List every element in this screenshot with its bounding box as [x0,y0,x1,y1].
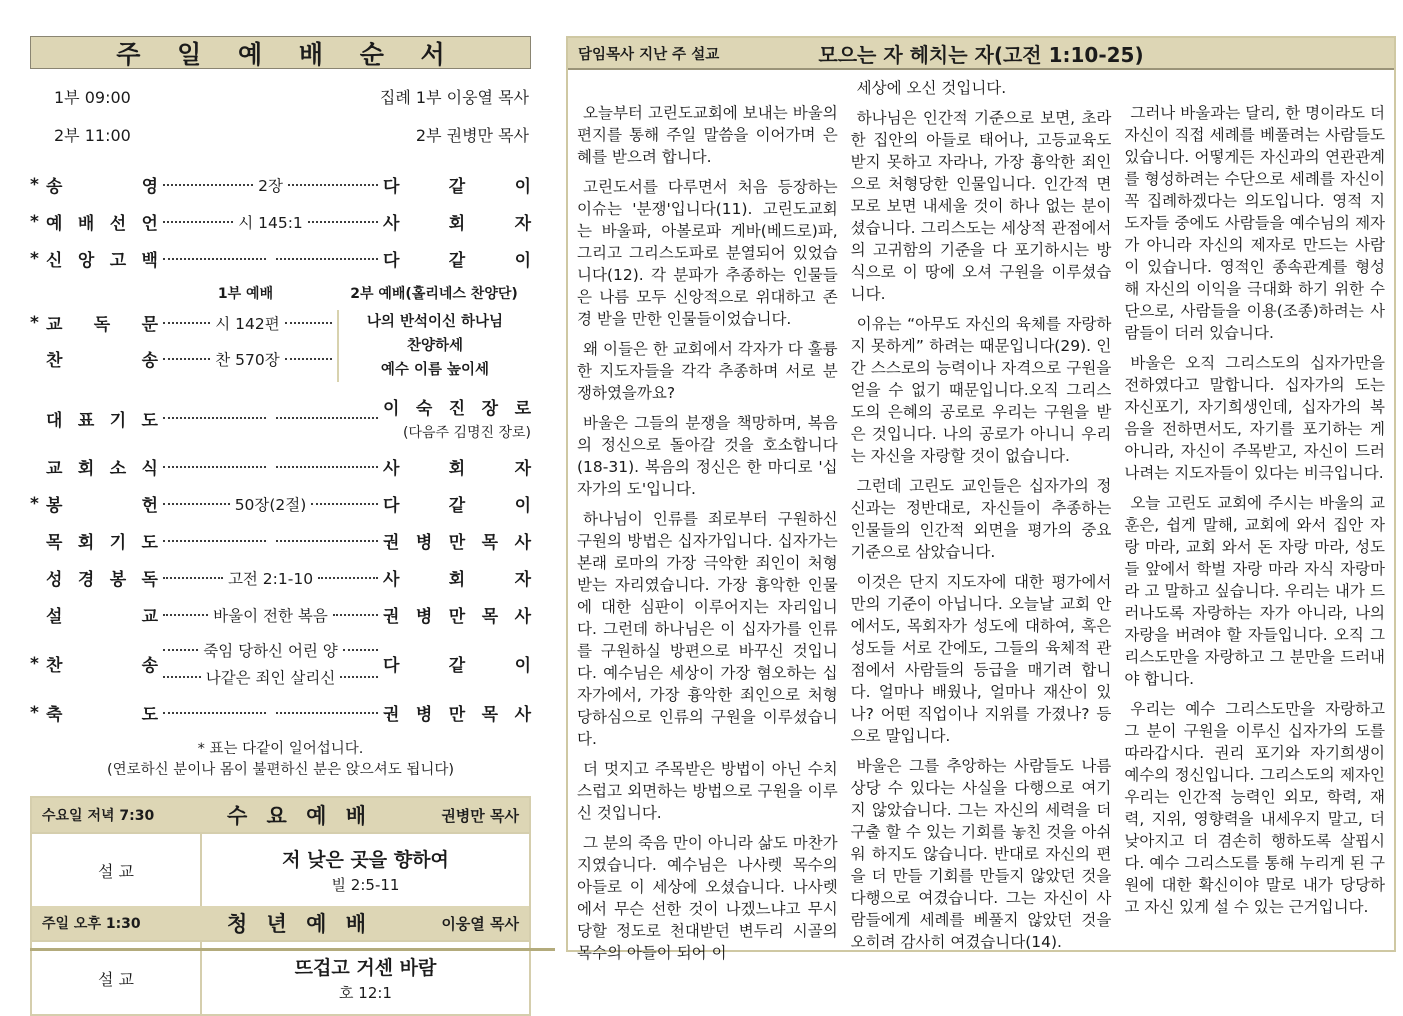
order-item-label: 성 경 봉 독 [46,570,158,590]
weekly-schedule-table [30,796,531,1016]
schedule-body-row [32,834,529,906]
dotted-leader [163,184,253,186]
standing-marker: * [30,174,39,195]
praise-song: 찬양하세 [406,338,464,354]
standing-marker: * [30,653,39,674]
order-row [30,310,337,335]
sermon-column-1 [577,77,838,972]
order-item-assignee: 이 숙 진 장 로 [383,399,531,419]
order-item-label: 목 회 기 도 [46,533,158,553]
order-row [30,454,531,479]
service-time-row [54,85,529,108]
dotted-leader [163,322,210,324]
order-item-label: 봉 헌 [46,496,158,516]
sermon-title: 모으는 자 헤치는 자(고전 1:10-25) [818,42,1144,67]
sermon-paragraph: 세상에 오신 것입니다. [856,79,1007,97]
dotted-leader [163,417,266,419]
standing-marker: * [30,312,39,333]
dotted-leader [276,540,379,542]
responsive-reading-section [30,283,531,382]
sermon-header-bar [568,38,1394,70]
footnote-line: * 표는 다같이 일어섭니다. [197,741,364,757]
dotted-leader [318,577,378,579]
dotted-leader [333,614,378,616]
standing-marker: * [30,493,39,514]
order-item-assignee: 권 병 만 목 사 [383,607,532,627]
order-item-detail: 시 142편 [215,314,280,333]
order-item-label: 송 영 [46,177,158,197]
praise-song-list [337,310,531,382]
standing-footnotes [30,739,531,781]
dotted-leader [163,676,201,678]
dotted-leader [276,712,379,714]
order-item-label: 축 도 [46,705,158,725]
order-item-label: 예 배 선 언 [46,214,158,234]
dotted-leader [276,417,379,419]
dotted-leader [163,614,208,616]
schedule-row-label: 설 교 [32,834,202,906]
order-item-assignee: 사 회 자 [383,459,531,479]
sermon-paragraph: 이유는 “아무도 자신의 육체를 자랑하지 못하게” 하려는 때문입니다(29). 인간 스스로의 능력이나 자격으로 구원을 얻을 수 없기 때문입니다.오직 그리스도의 은혜의 공로로 우리는 구원을 받은 것입니다. 나의 공로가 아니니 우리는 자신을 자랑할 것이 없습니다. [850,315,1112,465]
order-item-label: 찬 송 [46,351,158,371]
sermon-paragraph: 더 멋지고 주목받은 방법이 아닌 수치스럽고 외면하는 방법으로 구원을 이루신 것입니다. [577,760,838,822]
sermon-paragraph: 하나님은 인간적 기준으로 보면, 초라한 집안의 아들로 태어나, 고등교육도 받지 못하고 자라나, 가장 흉악한 죄인으로 처형당한 인물입니다. 인간적 면모로 보면 내세울 것이 하나 없는 분이셨습니다. 그리스도는 세상적 관점에서의 고귀함의 기준을 다 포기하시는 방식으로 이 땅에 오셔 구원을 이루셨습니다. [850,109,1112,303]
page-bottom-rule [30,948,555,951]
sermon-body [568,70,1394,972]
dotted-leader [163,540,266,542]
schedule-pastor: 권병만 목사 [441,806,519,825]
dotted-leader [163,503,230,505]
order-row [30,246,531,271]
sermon-tag-label: 담임목사 지난 주 설교 [578,46,720,63]
service-time: 1부 09:00 [54,88,131,107]
order-item-label: 설 교 [46,607,158,627]
dotted-leader [308,221,378,223]
order-item-label: 신 앙 고 백 [46,251,158,271]
sermon-paragraph: 이것은 단지 지도자에 대한 평가에서 만의 기준이 아닙니다. 오늘날 교회 안에서도, 목회자가 성도에 대하여, 혹은 성도들 서로 간에도, 그들의 육체적 관점에서 사람들의 등급을 매기려 합니다. 얼마나 배웠나, 얼마나 재산이 있나? 어떤 직업이나 지위를 가졌나? 등으로 말입니다. [850,573,1112,745]
order-row [30,172,531,197]
schedule-time: 주일 오후 1:30 [42,916,141,932]
dotted-leader [288,184,378,186]
schedule-sermon-title: 저 낮은 곳을 향하여 [282,849,449,871]
sermon-column-3 [1124,77,1385,972]
sermon-paragraph: 그 분의 죽음 만이 아니라 삶도 마찬가지였습니다. 예수님은 나사렛 목수의 아들로 이 세상에 오셨습니다. 나사렛에서 무슨 선한 것이 나겠느냐고 무시당할 정도로 천대받던 변두리 시골의 목수의 아들이 되어 이 [577,834,838,962]
sermon-paragraph: 고린도서를 다루면서 처음 등장하는 이슈는 '분쟁'입니다(11). 고린도교회는 바울파, 아볼로파 게바(베드로)파, 그리고 그리스도파로 분열되어 있었습니다(12). 각 분파가 추종하는 인물들은 나름 모두 신앙적으로 위대하고 존경 받을 만한 인물들이었습니다. [577,178,838,328]
schedule-service-title: 수 요 예 배 [226,804,373,828]
order-row [30,565,531,590]
order-row [30,346,337,371]
schedule-pastor: 이웅열 목사 [441,914,519,933]
dotted-leader [285,358,332,360]
standing-marker: * [30,248,39,269]
schedule-header-row [32,798,529,834]
dotted-leader [163,358,210,360]
schedule-scripture: 호 12:1 [339,984,392,1002]
order-row-benediction [30,700,531,725]
hymn-title: 나같은 죄인 살리신 [205,669,336,687]
order-row-hymn [30,639,531,688]
praise-song: 나의 반석이신 하나님 [366,314,504,330]
order-rows-mid [30,394,531,627]
praise-song: 예수 이름 높이세 [380,362,490,378]
sermon-paragraph: 왜 이들은 한 교회에서 각자가 다 훌륭한 지도자들을 각각 추종하며 서로 분쟁하였을까요? [577,340,838,402]
order-item-detail: 고전 2:1-10 [227,569,314,588]
schedule-group [32,798,529,906]
order-row [30,209,531,234]
sermon-paragraph: 오늘부터 고린도교회에 보내는 바울의 편지를 통해 주일 말씀을 이어가며 은혜를 받으려 합니다. [577,104,838,166]
order-item-detail: 찬 570장 [215,350,280,369]
order-item-note: (다음주 김명진 장로) [402,425,531,441]
dotted-leader [343,649,378,651]
order-item-detail: 바울이 전한 복음 [213,606,328,625]
order-item-assignee: 사 회 자 [383,570,532,590]
dotted-leader [163,258,266,260]
sermon-paragraph: 바울은 오직 그리스도의 십자가만을 전하였다고 말합니다. 십자가의 도는 자신포기, 자기희생인데, 십자가의 복음을 전하면서도, 자기를 포기하는 게 아니라, 자신이 주목받고, 자신이 드러나려는 지도자들이 있다는 비극입니다. [1124,354,1386,482]
order-of-worship [30,172,531,725]
sermon-paragraph: 그러나 바울과는 달리, 한 명이라도 더 자신이 직접 세례를 베풀려는 사람들도 있습니다. 어떻게든 자신과의 연관관계를 형성하려는 수단으로 세례를 자신이 꼭 집례하겠다는 의도입니다. 영적 지도자들 중에도 사람들을 예수님의 제자가 아니라 자신의 제자로 만드는 사람이 있습니다. 영적인 종속관계를 형성해 자신의 이익을 극대화 하기 위한 수단으로, 사람들을 이용(조종)하려는 사람들이 더러 있습니다. [1124,104,1386,342]
dotted-leader [276,258,379,260]
order-item-assignee: 다 같 이 [383,177,531,197]
standing-marker: * [30,702,39,723]
order-row [30,394,531,442]
first-service-header: 1부 예배 [217,286,274,302]
order-item-detail: 2장 [258,176,283,195]
dotted-leader [163,577,223,579]
hymn-title: 죽임 당하신 어린 양 [203,642,338,660]
sermon-column-2 [851,77,1112,972]
footnote-line: (연로하신 분이나 몸이 불편하신 분은 앉으셔도 됩니다) [106,762,455,778]
schedule-header-row [32,906,529,942]
sermon-paragraph: 바울은 그를 추앙하는 사람들도 나름 상당 수 있다는 사실을 다행으로 여기지 않았습니다. 그는 자신의 세력을 더 구출 할 수 있는 기회를 놓친 것을 아쉬워 하지도 않습니다. 반대로 자신의 편을 더 만들 기회를 만들지 않았던 것을 다행으로 여겼습니다. 그는 자신이 사람들에게 세례를 베풀지 않았던 것을 오히려 감사히 여겼습니다(14). [850,757,1112,951]
dotted-leader [163,221,233,223]
sermon-paragraph: 우리는 예수 그리스도만을 자랑하고 그 분이 구원을 이루신 십자가의 도를 따라갑시다. 권리 포기와 자기희생이 예수의 정신입니다. 그리스도의 제자인 우리는 인간적 능력인 외모, 학력, 재력, 지위, 영향력을 내세우지 말고, 더 낮아지고 더 겸손히 행하도록 살핍시다. 예수 그리스도를 통해 누리게 된 구원에 대한 확신이야 말로 내가 당당하고 자신 있게 설 수 있는 근거입니다. [1124,700,1386,916]
order-row [30,602,531,627]
schedule-time: 수요일 저녁 7:30 [42,808,155,824]
order-item-detail: 시 145:1 [238,213,303,232]
order-item-assignee: 사 회 자 [383,214,532,234]
order-item-label: 찬 송 [46,656,158,676]
order-rows-top [30,172,531,271]
schedule-body-row [32,942,529,1014]
service-leader: 집례 1부 이웅열 목사 [379,88,529,107]
order-item-assignee: 다 같 이 [383,251,531,271]
schedule-service-title: 청 년 예 배 [226,912,373,936]
dotted-leader [163,466,266,468]
second-service-header: 2부 예배(홀리네스 찬양단) [350,286,518,302]
order-item-detail: 50장(2절) [234,495,307,514]
order-item-assignee: 다 같 이 [383,656,531,676]
sermon-page [566,36,1396,962]
order-item-label: 교 회 소 식 [46,459,158,479]
worship-order-page [30,36,531,1016]
sermon-paragraph: 그런데 고린도 교인들은 십자가의 정신과는 정반대로, 자신들이 추종하는 인물들의 인간적 외면을 평가의 중요 기준으로 삼았습니다. [850,477,1112,561]
service-time: 2부 11:00 [54,126,131,145]
order-item-label: 대 표 기 도 [46,410,158,431]
service-time-row [54,123,529,146]
order-row [30,491,531,516]
schedule-sermon-title: 뜨겁고 거센 바람 [294,957,437,979]
order-item-assignee: 다 같 이 [383,496,532,516]
sermon-paragraph: 오늘 고린도 교회에 주시는 바울의 교훈은, 쉽게 말해, 교회에 와서 집안 자랑 마라, 교회 와서 돈 자랑 마라, 성도들 앞에서 학벌 자랑 마라 자식 자랑마라 고 말하고 싶습니다. 우리는 내가 드러나도록 자랑하는 자가 아니라, 나의 자랑을 버려야 할 자들입니다. 오직 그리스도만을 자랑하고 그 분만을 드러내야 합니다. [1124,494,1386,688]
order-item-assignee: 권 병 만 목 사 [383,705,531,725]
order-item-assignee: 권 병 만 목 사 [383,533,531,553]
order-item-label: 교 독 문 [46,315,158,335]
dotted-leader [311,503,378,505]
service-leader: 2부 권병만 목사 [415,126,529,145]
dotted-leader [163,649,198,651]
schedule-row-label: 설 교 [32,942,202,1014]
schedule-scripture: 빌 2:5-11 [331,876,400,894]
order-row [30,528,531,553]
standing-marker: * [30,211,39,232]
dotted-leader [340,676,378,678]
sermon-paragraph: 바울은 그들의 분쟁을 책망하며, 복음의 정신으로 돌아갈 것을 호소합니다(18-31). 복음의 정신은 한 마디로 '십자가의 도'입니다. [577,414,838,498]
page-title: 주 일 예 배 순 서 [30,36,531,69]
dotted-leader [285,322,332,324]
sermon-paragraph: 하나님이 인류를 죄로부터 구원하신 구원의 방법은 십자가입니다. 십자가는 본래 로마의 가장 극악한 죄인이 처형 받는 자리였습니다. 가장 흉악한 인물에 대한 심판이 이루어지는 자리입니다. 그런데 하나님은 이 십자가를 인류를 구원하실 방편으로 바꾸신 것입니다. 예수님은 세상이 가장 혐오하는 십자가에서, 가장 흉악한 죄인으로 처형 당하심으로 인류의 구원을 이루셨습니다. [577,510,838,748]
schedule-group [32,906,529,1014]
dotted-leader [163,712,266,714]
dotted-leader [276,466,379,468]
service-times [54,85,529,146]
